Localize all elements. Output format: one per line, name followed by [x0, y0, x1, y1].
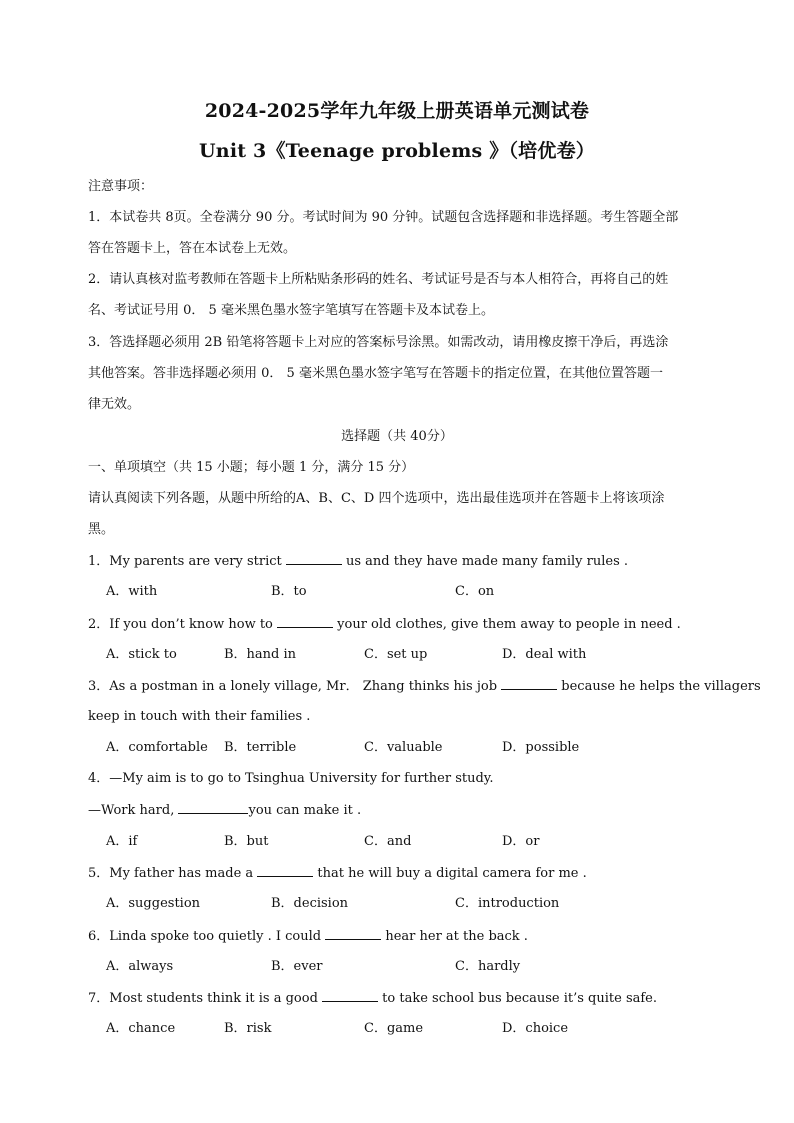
- option-a: A．with: [106, 584, 158, 599]
- answer-blank: [178, 801, 248, 814]
- option-d: D．choice: [502, 1021, 569, 1036]
- option-b: B．terrible: [224, 740, 297, 755]
- question-text: 1．My parents are very strict: [88, 554, 286, 569]
- question-3-continuation: keep in touch with their families .: [88, 709, 311, 724]
- option-c: C．introduction: [455, 896, 560, 911]
- question-2: [88, 615, 708, 634]
- option-c: C．game: [364, 1021, 424, 1036]
- question-text: that he will buy a digital camera for me .: [313, 866, 587, 881]
- option-a: A．comfortable: [106, 740, 208, 755]
- question-text: 7．Most students think it is a good: [88, 991, 323, 1006]
- question-text: your old clothes, give them away to people in need .: [333, 617, 681, 632]
- option-b: B．risk: [224, 1021, 272, 1036]
- question-text: because he helps the villagers: [557, 679, 761, 694]
- question-text: 5．My father has made a: [88, 866, 258, 881]
- option-d: D．possible: [502, 740, 580, 755]
- notice-line: 2．请认真核对监考教师在答题卡上所粘贴条形码的姓名、考试证号是否与本人相符合，再将自己的姓: [88, 272, 669, 287]
- option-b: B．hand in: [224, 647, 297, 662]
- question-6: [88, 927, 708, 946]
- part-heading: 一、单项填空（共 15 小题；每小题 1 分，满分 15 分）: [88, 460, 415, 475]
- notice-line: 其他答案。答非选择题必须用 0． 5 毫米黑色墨水签字笔写在答题卡的指定位置，在其他位置答题一: [88, 366, 663, 381]
- answer-blank: [501, 677, 557, 690]
- question-text: to take school bus because it’s quite safe.: [378, 991, 658, 1006]
- option-a: A．if: [106, 834, 138, 849]
- exam-title: 2024-2025学年九年级上册英语单元测试卷: [204, 100, 590, 122]
- question-text: hear her at the back .: [381, 929, 528, 944]
- option-c: C．hardly: [455, 959, 521, 974]
- question-text: us and they have made many family rules .: [341, 554, 629, 569]
- notice-line: 答在答题卡上，答在本试卷上无效。: [88, 241, 297, 256]
- notice-line: 3．答选择题必须用 2B 铅笔将答题卡上对应的答案标号涂黑。如需改动，请用橡皮擦干净后，再选涂: [88, 335, 669, 350]
- section-title: 选择题（共 40分）: [341, 429, 453, 444]
- option-c: C．valuable: [364, 740, 443, 755]
- answer-blank: [286, 552, 342, 565]
- option-a: A．suggestion: [106, 896, 201, 911]
- question-5: [88, 864, 708, 883]
- question-1: [88, 552, 708, 571]
- option-c: C．on: [455, 584, 495, 599]
- question-7: [88, 989, 708, 1008]
- notice-line: 名、考试证号用 0． 5 毫米黑色墨水签字笔填写在答题卡及本试卷上。: [88, 303, 494, 318]
- question-text: you can make it .: [248, 803, 362, 818]
- option-b: B．decision: [271, 896, 349, 911]
- question-text: 3．As a postman in a lonely village, Mr． Zhang thinks his job: [88, 679, 502, 694]
- option-a: A．stick to: [106, 647, 177, 662]
- notice-heading: 注意事项：: [88, 179, 154, 194]
- question-text: —Work hard,: [88, 803, 179, 818]
- option-c: C．set up: [364, 647, 428, 662]
- option-c: C．and: [364, 834, 412, 849]
- question-text: 6．Linda spoke too quietly . I could: [88, 929, 326, 944]
- answer-blank: [257, 864, 313, 877]
- option-b: B．to: [271, 584, 307, 599]
- part-instruction: 黑。: [88, 522, 115, 537]
- notice-line: 律无效。: [88, 397, 141, 412]
- unit-subtitle: Unit 3《Teenage problems 》（培优卷）: [199, 140, 595, 162]
- answer-blank: [322, 989, 378, 1002]
- answer-blank: [277, 615, 333, 628]
- part-instruction: 请认真阅读下列各题，从题中所给的A、B、C、D 四个选项中，选出最佳选项并在答题卡上将该项涂: [88, 491, 665, 506]
- question-text: 2．If you don’t know how to: [88, 617, 278, 632]
- option-b: B．ever: [271, 959, 323, 974]
- option-d: D．deal with: [502, 647, 587, 662]
- answer-blank: [325, 927, 381, 940]
- question-3: [88, 677, 761, 696]
- option-b: B．but: [224, 834, 269, 849]
- option-a: A．chance: [106, 1021, 176, 1036]
- question-4-reply: [88, 801, 708, 820]
- option-d: D．or: [502, 834, 540, 849]
- question-4: 4．—My aim is to go to Tsinghua University for further study.: [88, 771, 494, 786]
- option-a: A．always: [106, 959, 174, 974]
- notice-line: 1．本试卷共 8页。全卷满分 90 分。考试时间为 90 分钟。试题包含选择题和非选择题。考生答题全部: [88, 210, 679, 225]
